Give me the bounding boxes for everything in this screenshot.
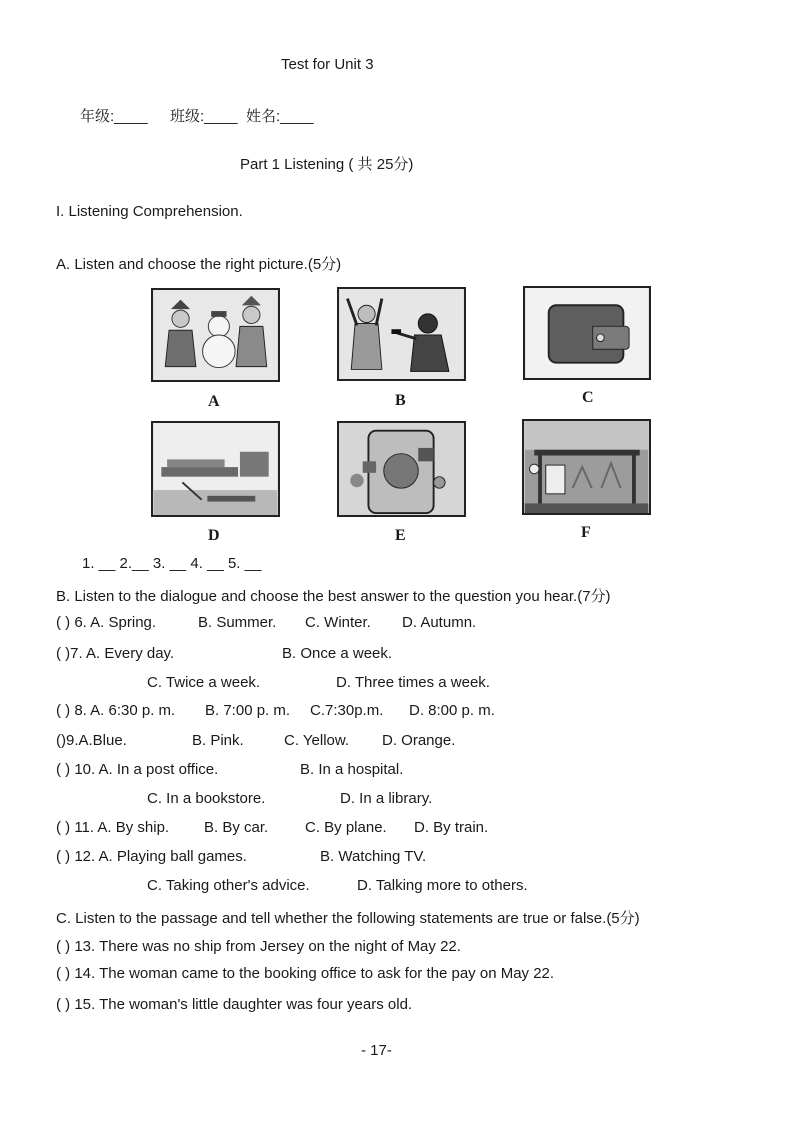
section-heading: I. Listening Comprehension. (56, 203, 243, 220)
q12-option-c: C. Taking other's advice. (147, 877, 310, 894)
q7-option-a: ( )7. A. Every day. (56, 645, 175, 662)
q8-option-d: D. 8:00 p. m. (409, 702, 495, 719)
picture-a (151, 288, 280, 382)
q7-option-b: B. Once a week. (282, 645, 393, 662)
q10-option-a: ( ) 10. A. In a post office. (56, 761, 219, 778)
q12-option-d: D. Talking more to others. (357, 877, 528, 894)
q12-option-b: B. Watching TV. (320, 848, 427, 865)
q8-option-a: ( ) 8. A. 6:30 p. m. (56, 702, 176, 719)
picture-label-b: B (395, 392, 406, 409)
q10-option-c: C. In a bookstore. (147, 790, 266, 807)
q14-statement: ( ) 14. The woman came to the booking office to ask for the pay on May 22. (56, 965, 555, 982)
picture-label-e: E (395, 527, 406, 544)
q6-option-c: C. Winter. (305, 614, 371, 631)
picture-e (337, 421, 466, 517)
q7-option-c: C. Twice a week. (147, 674, 261, 691)
q12-option-a: ( ) 12. A. Playing ball games. (56, 848, 247, 865)
wallet-image (525, 288, 649, 378)
smartphone-image (339, 423, 464, 515)
q7-option-d: D. Three times a week. (336, 674, 490, 691)
q10-option-d: D. In a library. (340, 790, 433, 807)
grade-field: 年级:____ (80, 108, 148, 125)
q9-option-d: D. Orange. (382, 732, 456, 749)
name-field: 姓名:____ (246, 108, 314, 125)
q13-statement: ( ) 13. There was no ship from Jersey on the night of May 22. (56, 938, 461, 955)
q9-option-b: B. Pink. (192, 732, 244, 749)
snowman-kids-image (153, 290, 278, 380)
bus-stop-image (524, 421, 649, 513)
page-number: - 17- (361, 1042, 392, 1059)
part-title: Part 1 Listening ( 共 25分) (240, 156, 414, 173)
q9-option-a: ()9.A.Blue. (56, 732, 127, 749)
q6-option-a: ( ) 6. A. Spring. (56, 614, 157, 631)
harbor-image (153, 423, 278, 515)
q8-option-c: C.7:30p.m. (310, 702, 384, 719)
answer-blanks: 1. __ 2.__ 3. __ 4. __ 5. __ (82, 555, 262, 572)
picture-f (522, 419, 651, 515)
picture-label-c: C (582, 389, 594, 406)
section-a-heading: A. Listen and choose the right picture.(5分) (56, 256, 342, 273)
q6-option-d: D. Autumn. (402, 614, 477, 631)
section-b-heading: B. Listen to the dialogue and choose the best answer to the question you hear.(7分) (56, 588, 611, 605)
page-title: Test for Unit 3 (281, 56, 374, 73)
q8-option-b: B. 7:00 p. m. (205, 702, 291, 719)
picture-label-f: F (581, 524, 591, 541)
q11-option-d: D. By train. (414, 819, 489, 836)
q15-statement: ( ) 15. The woman's little daughter was four years old. (56, 996, 413, 1013)
picture-b (337, 287, 466, 381)
robbery-image (339, 289, 464, 379)
picture-label-d: D (208, 527, 220, 544)
q11-option-c: C. By plane. (305, 819, 387, 836)
picture-c (523, 286, 651, 380)
q10-option-b: B. In a hospital. (300, 761, 404, 778)
q11-option-b: B. By car. (204, 819, 269, 836)
picture-label-a: A (208, 393, 220, 410)
picture-d (151, 421, 280, 517)
q6-option-b: B. Summer. (198, 614, 277, 631)
q11-option-a: ( ) 11. A. By ship. (56, 819, 170, 836)
class-field: 班级:____ (170, 108, 238, 125)
q9-option-c: C. Yellow. (284, 732, 350, 749)
section-c-heading: C. Listen to the passage and tell whether the following statements are true or false.(5分) (56, 910, 640, 927)
